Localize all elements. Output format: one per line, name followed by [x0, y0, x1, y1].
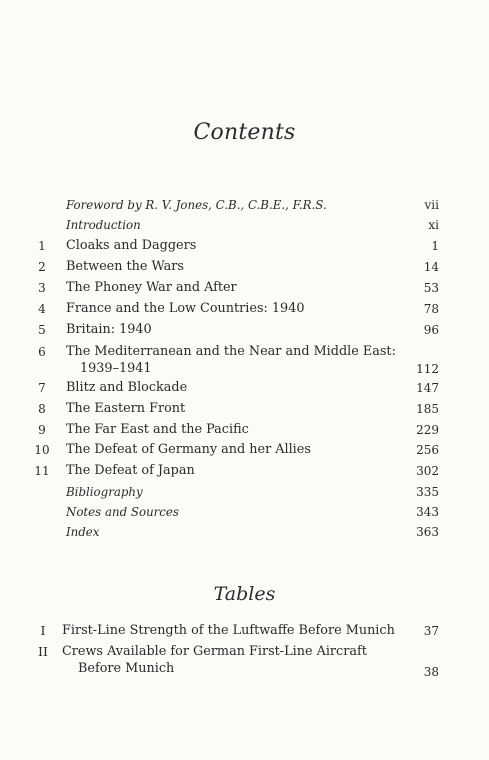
toc-entry-number: 5 — [38, 323, 46, 337]
toc-entry-number: 9 — [38, 423, 46, 437]
toc-entry-title: Between the Wars — [66, 259, 184, 274]
toc-entry-chapter-9 — [0, 420, 489, 440]
toc-entry-page: 1 — [431, 239, 439, 253]
table-entry-page: 38 — [423, 665, 439, 679]
toc-entry-title: Blitz and Blockade — [66, 380, 188, 395]
toc-entry-bibliography — [0, 482, 489, 502]
table-entry-number: I — [40, 623, 46, 638]
table-entry-title-continued: Before Munich — [78, 661, 175, 676]
toc-entry-page: xi — [428, 218, 439, 232]
tables-heading: Tables — [213, 583, 276, 605]
toc-entry-page: 96 — [423, 323, 439, 337]
table-entry-number: II — [38, 644, 48, 659]
toc-entry-number: 10 — [34, 443, 50, 457]
toc-entry-title: Index — [66, 525, 100, 539]
toc-entry-title: The Mediterranean and the Near and Middle East: — [66, 344, 396, 359]
toc-entry-number: 3 — [38, 281, 46, 295]
toc-entry-title: Notes and Sources — [66, 505, 179, 519]
toc-entry-title: Foreword by R. V. Jones, C.B., C.B.E., F.R.S. — [66, 198, 327, 212]
toc-entry-page: 363 — [416, 525, 439, 539]
toc-entry-number: 11 — [34, 464, 50, 478]
toc-entry-title: Cloaks and Daggers — [66, 238, 197, 253]
toc-entry-page: 112 — [416, 362, 439, 376]
toc-entry-page: vii — [424, 198, 439, 212]
toc-entry-chapter-11 — [0, 461, 489, 481]
toc-entry-index — [0, 522, 489, 542]
toc-entry-title: The Phoney War and After — [66, 280, 237, 295]
toc-entry-title: Bibliography — [66, 485, 143, 499]
toc-entry-chapter-2 — [0, 257, 489, 277]
toc-entry-chapter-7 — [0, 378, 489, 398]
toc-entry-chapter-6-continued — [0, 359, 489, 379]
table-entry-2-continued — [0, 659, 489, 679]
toc-entry-title: Introduction — [66, 218, 141, 232]
toc-entry-introduction — [0, 215, 489, 235]
toc-entry-page: 147 — [416, 381, 439, 395]
toc-entry-page: 78 — [423, 302, 439, 316]
toc-entry-number: 2 — [38, 260, 46, 274]
toc-entry-title: The Defeat of Japan — [66, 463, 195, 478]
toc-entry-chapter-4 — [0, 299, 489, 319]
table-entry-1 — [0, 621, 489, 641]
toc-entry-number: 1 — [38, 239, 46, 253]
toc-entry-chapter-8 — [0, 399, 489, 419]
toc-entry-page: 302 — [416, 464, 439, 478]
toc-entry-title: The Eastern Front — [66, 401, 186, 416]
table-entry-title: Crews Available for German First-Line Aircraft — [62, 644, 367, 659]
toc-entry-number: 4 — [38, 302, 46, 316]
toc-entry-page: 185 — [416, 402, 439, 416]
toc-entry-chapter-5 — [0, 320, 489, 340]
toc-entry-number: 8 — [38, 402, 46, 416]
toc-entry-foreword — [0, 195, 489, 215]
toc-entry-title: France and the Low Countries: 1940 — [66, 301, 305, 316]
toc-entry-page: 256 — [416, 443, 439, 457]
toc-entry-chapter-1 — [0, 236, 489, 256]
toc-entry-page: 229 — [416, 423, 439, 437]
toc-entry-title-continued: 1939–1941 — [80, 361, 152, 376]
toc-entry-title: The Defeat of Germany and her Allies — [66, 442, 311, 457]
toc-entry-page: 14 — [423, 260, 439, 274]
toc-entry-title: The Far East and the Pacific — [66, 422, 249, 437]
toc-entry-page: 53 — [423, 281, 439, 295]
toc-entry-title: Britain: 1940 — [66, 322, 152, 337]
toc-entry-number: 6 — [38, 345, 46, 359]
table-entry-page: 37 — [423, 624, 439, 638]
toc-entry-number: 7 — [38, 381, 46, 395]
table-entry-title: First-Line Strength of the Luftwaffe Before Munich — [62, 623, 395, 638]
toc-entry-chapter-10 — [0, 440, 489, 460]
contents-heading: Contents — [193, 120, 296, 145]
toc-entry-page: 343 — [416, 505, 439, 519]
toc-entry-chapter-3 — [0, 278, 489, 298]
toc-entry-page: 335 — [416, 485, 439, 499]
toc-entry-notes — [0, 502, 489, 522]
